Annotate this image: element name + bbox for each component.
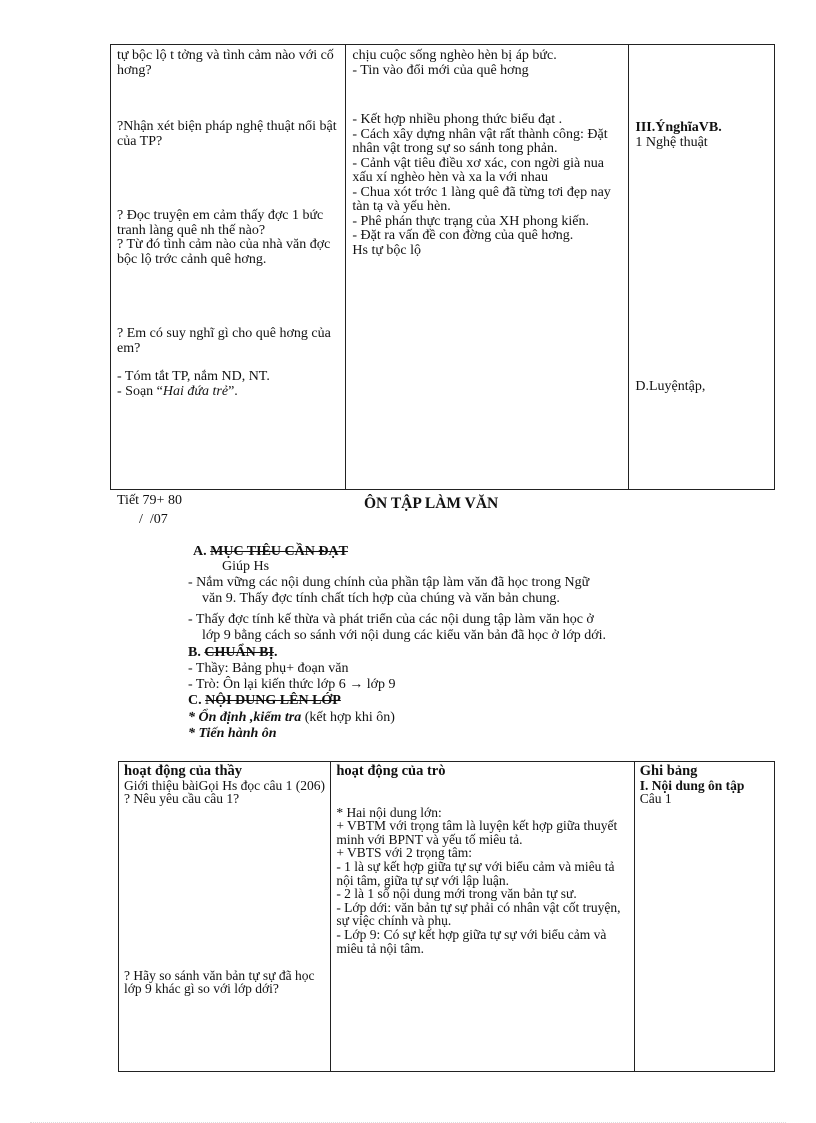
column-header: hoạt động của trò bbox=[336, 763, 446, 779]
teacher-text: Giới thiệu bàiGọi Hs đọc câu 1 (206) bbox=[124, 777, 325, 793]
answer-text: chịu cuộc sống nghèo hèn bị áp bức. bbox=[352, 48, 557, 63]
question-text: ? Từ đó tình cảm nào của nhà văn đợc bộc lộ trớc cảnh quê hơng. bbox=[117, 237, 331, 267]
question-text: tự bộc lộ t tởng và tình cảm nào với cố hơng? bbox=[117, 48, 334, 78]
homework-text: - Tóm tắt TP, nắm ND, NT. bbox=[117, 369, 270, 384]
answer-text: - Kết hợp nhiều phong thức biểu đạt . bbox=[352, 112, 563, 127]
lesson-title: ÔN TẬP LÀM VĂN bbox=[364, 495, 499, 512]
lesson-period: Tiết 79+ 80 bbox=[117, 493, 182, 508]
section-c-heading: C. NỘI DUNG LÊN LỚP bbox=[188, 693, 341, 708]
question-text: ?Nhận xét biện pháp nghệ thuật nổi bật của TP? bbox=[117, 119, 337, 149]
step-review: * Tiến hành ôn bbox=[188, 726, 277, 741]
board-note: 1 Nghệ thuật bbox=[635, 134, 708, 150]
student-text: - 2 là 1 số nội dung mới trong văn bản tự sư. bbox=[336, 886, 577, 902]
answer-text: - Cảnh vật tiêu điều xơ xác, con ngời già nua xấu xí nghèo hèn và xa la với nhau bbox=[352, 155, 604, 185]
column-header: hoạt động của thầy bbox=[124, 763, 243, 779]
objective-1: - Nắm vững các nội dung chính của phần tập làm văn đã học trong Ngữ bbox=[188, 575, 590, 590]
objective-2-cont: lớp 9 bằng cách so sánh với nội dung các kiểu văn bản đã học ở lớp dới. bbox=[202, 628, 607, 643]
section-heading: III.ÝnghĩaVB. bbox=[635, 120, 722, 135]
section-a-heading: A. MỤC TIÊU CẦN ĐẠT bbox=[193, 544, 348, 559]
student-text: + VBTS với 2 trọng tâm: bbox=[336, 845, 472, 861]
student-text: + VBTM với trọng tâm là luyện kết hợp giữa thuyết minh với BPNT và yếu tố miêu tả. bbox=[336, 818, 618, 847]
answer-text: - Cách xây dựng nhân vật rất thành công: Đặt nhân vật trong sự so sánh tong phản. bbox=[352, 126, 608, 156]
student-column bbox=[346, 45, 629, 490]
step-stabilize: * Ổn định ,kiểm tra (kết hợp khi ôn) bbox=[188, 710, 395, 725]
board-column bbox=[634, 762, 774, 1072]
section-heading: D.Luyệntập, bbox=[635, 379, 706, 394]
board-heading: I. Nội dung ôn tập bbox=[639, 777, 745, 793]
answer-text: Hs tự bộc lộ bbox=[352, 242, 422, 258]
answer-text: - Đặt ra vấn đề con đờng của quê hơng. bbox=[352, 228, 574, 243]
student-column bbox=[331, 762, 634, 1072]
prep-student: - Trò: Ôn lại kiến thức lớp 6 → lớp 9 bbox=[188, 677, 396, 692]
teacher-column bbox=[119, 762, 331, 1072]
section-b-heading: B. CHUẨN BỊ. bbox=[188, 645, 278, 660]
student-text: * Hai nội dung lớn: bbox=[336, 804, 442, 820]
teacher-text: ? Nêu yêu cầu câu 1? bbox=[124, 791, 240, 807]
objective-2: - Thấy đợc tính kế thừa và phát triển của các nội dung tập làm văn học ở bbox=[188, 612, 594, 627]
board-column bbox=[629, 45, 775, 490]
teacher-column bbox=[111, 45, 346, 490]
board-note: Câu 1 bbox=[639, 791, 672, 807]
homework-text: - Soạn “Hai đứa trẻ”. bbox=[117, 383, 238, 399]
student-text: - Lớp 9: Có sự kết hợp giữa tự sự với biểu cảm và miêu tả nội tâm. bbox=[336, 926, 607, 956]
help-text: Giúp Hs bbox=[222, 559, 270, 574]
objective-1-cont: văn 9. Thấy đợc tính chất tích hợp của chúng và văn bản chung. bbox=[202, 591, 560, 606]
lesson-table-top bbox=[110, 44, 775, 490]
lesson-table-bottom bbox=[118, 761, 775, 1072]
question-text: ? Em có suy nghĩ gì cho quê hơng của em? bbox=[117, 326, 331, 356]
prep-teacher: - Thầy: Bảng phụ+ đoạn văn bbox=[188, 661, 349, 676]
answer-text: - Chua xót trớc 1 làng quê đã từng tơi đẹp nay tàn tạ và yếu hèn. bbox=[352, 184, 611, 214]
student-text: - Lớp dới: văn bản tự sự phải có nhân vật cốt truyện, sự việc chính và phụ. bbox=[336, 899, 621, 929]
column-header: Ghi bảng bbox=[639, 763, 698, 779]
student-text: - 1 là sự kết hợp giữa tự sự với biểu cảm và miêu tả nội tâm, giữa tự sự với lập luận. bbox=[336, 858, 615, 888]
teacher-text: ? Hãy so sánh văn bản tự sự đã học lớp 9 khác gì so với lớp dới? bbox=[124, 967, 315, 997]
lesson-date: / /07 bbox=[132, 512, 168, 527]
question-text: ? Đọc truyện em cảm thấy đợc 1 bức tranh làng quê nh thế nào? bbox=[117, 208, 324, 238]
answer-text: - Tin vào đổi mới của quê hơng bbox=[352, 62, 529, 78]
answer-text: - Phê phán thực trạng của XH phong kiến. bbox=[352, 213, 589, 229]
